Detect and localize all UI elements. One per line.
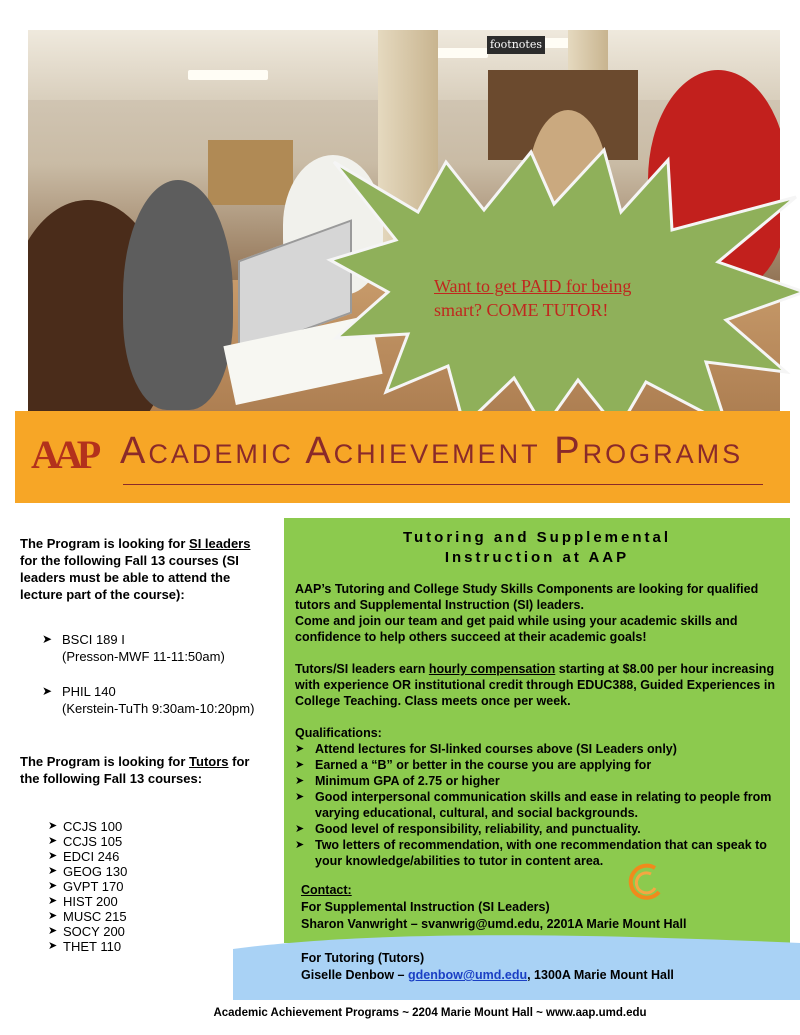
tutor-heading <box>20 753 265 787</box>
arrow-bullet-icon: ➤ <box>295 839 305 851</box>
arrow-bullet-icon: ➤ <box>48 880 58 892</box>
footnotes-sign: footnotes <box>487 36 545 54</box>
arrow-bullet-icon: ➤ <box>295 759 305 771</box>
compensation-prefix: Tutors/SI leaders earn <box>295 662 429 676</box>
list-item <box>48 864 265 879</box>
list-item <box>48 834 265 849</box>
aap-logo: AAP <box>31 432 96 477</box>
tutor-contact-label: For Tutoring (Tutors) <box>301 951 425 965</box>
list-item: ➤ Two letters of recommendation, with one recommendation that can speak to your knowledge/abilities to tutor in content area. <box>295 838 767 868</box>
compensation-link: hourly compensation <box>428 662 556 676</box>
arrow-bullet-icon: ➤ <box>48 925 58 937</box>
course-code: GVPT 170 <box>63 879 124 894</box>
tutor-heading-suffix: for the following Fall 13 courses: <box>20 754 250 786</box>
course-code: SOCY 200 <box>63 924 125 939</box>
banner-underline <box>123 484 763 485</box>
callout-line1-prefix: Want to get <box>434 276 522 296</box>
tutor-heading-link: Tutors <box>189 754 229 769</box>
list-item <box>48 909 265 924</box>
bulletin-board <box>208 140 293 205</box>
person <box>123 180 233 410</box>
tutor-course-list <box>48 819 265 954</box>
si-heading <box>20 535 265 603</box>
arrow-bullet-icon: ➤ <box>48 865 58 877</box>
list-item <box>48 819 265 834</box>
si-heading-prefix: The Program is looking for <box>20 536 190 551</box>
course-listing <box>20 535 265 954</box>
arrow-bullet-icon: ➤ <box>48 940 58 952</box>
intro-paragraph: AAP’s Tutoring and College Study Skills Components are looking for qualified tutors and Supplemental Instruction (SI) leaders. <box>295 582 759 612</box>
course-code: GEOG 130 <box>63 864 128 879</box>
arrow-bullet-icon: ➤ <box>48 895 58 907</box>
course-schedule: (Kerstein-TuTh 9:30am-10:20pm) <box>62 701 255 716</box>
tutor-contact <box>301 950 674 984</box>
tutor-contact-name: Giselle Denbow – <box>301 968 408 982</box>
ceiling-light <box>188 70 268 80</box>
arrow-bullet-icon: ➤ <box>295 775 305 787</box>
list-item: ➤ Good level of responsibility, reliability, and punctuality. <box>295 822 641 836</box>
panel-title-line1: Tutoring and Supplemental <box>402 529 672 546</box>
tutor-heading-prefix: The Program is looking for <box>20 754 190 769</box>
program-banner <box>15 411 790 503</box>
arrow-bullet-icon: ➤ <box>48 835 58 847</box>
list-item <box>48 894 265 909</box>
course-code: HIST 200 <box>63 894 118 909</box>
course-code: CCJS 100 <box>63 819 123 834</box>
si-course-list <box>42 631 265 717</box>
compensation-paragraph <box>295 661 775 709</box>
banner-title: Academic Achievement Programs <box>120 430 744 472</box>
arrow-bullet-icon: ➤ <box>295 743 305 755</box>
list-item <box>48 849 265 864</box>
course-code: THET 110 <box>63 939 122 954</box>
course-code: MUSC 215 <box>63 909 127 924</box>
arrow-bullet-icon: ➤ <box>48 820 58 832</box>
si-contact <box>301 882 686 933</box>
list-item <box>42 683 265 717</box>
course-code: CCJS 105 <box>63 834 123 849</box>
list-item: ➤ Attend lectures for SI-linked courses above (SI Leaders only) <box>295 742 677 756</box>
join-paragraph: Come and join our team and get paid while using your academic skills and confidence to help others succeed at their academic goals! <box>295 614 738 644</box>
arrow-bullet-icon: ➤ <box>295 823 305 835</box>
arrow-bullet-icon: ➤ <box>48 850 58 862</box>
list-item: ➤ Good interpersonal communication skills and ease in relating to people from varying educational, cultural, and social backgrounds. <box>295 790 772 820</box>
si-heading-suffix: for the following Fall 13 courses (SI leaders must be able to attend the lecture part of the course): <box>20 553 239 602</box>
callout-line1-suffix: for being <box>561 276 632 296</box>
arrow-bullet-icon: ➤ <box>48 910 58 922</box>
qualifications-heading: Qualifications: <box>295 726 382 740</box>
course-schedule: (Presson-MWF 11-11:50am) <box>62 649 225 664</box>
list-item: ➤ Earned a “B” or better in the course you are applying for <box>295 758 652 772</box>
si-contact-label: For Supplemental Instruction (SI Leaders) <box>301 900 550 914</box>
si-contact-person: Sharon Vanwright – svanwrig@umd.edu, 2201A Marie Mount Hall <box>301 917 687 931</box>
compensation-suffix: starting at $8.00 per hour increasing with experience OR institutional credit through EDUC388, Guided Experiences in College Teaching. Class meets once per week. <box>295 662 775 708</box>
si-heading-link: SI leaders <box>189 536 251 551</box>
panel-title-line2: Instruction at AAP <box>444 549 630 566</box>
course-code: BSCI 189 I <box>62 632 125 647</box>
arrow-bullet-icon: ➤ <box>42 684 53 698</box>
footer-address: Academic Achievement Programs ~ 2204 Marie Mount Hall ~ www.aap.umd.edu <box>213 1007 647 1019</box>
contact-heading: Contact: <box>301 883 352 897</box>
tutor-callout-text <box>434 274 704 322</box>
arrow-bullet-icon: ➤ <box>295 791 305 803</box>
list-item <box>48 879 265 894</box>
panel-body <box>295 581 775 869</box>
arrow-bullet-icon: ➤ <box>42 632 53 646</box>
qualifications-list <box>295 741 775 869</box>
panel-title <box>284 528 790 568</box>
list-item <box>42 631 265 665</box>
callout-paid: PAID <box>521 276 562 296</box>
course-code: PHIL 140 <box>62 684 116 699</box>
info-panel <box>284 518 790 943</box>
tutor-email-link[interactable]: gdenbow@umd.edu <box>407 968 528 982</box>
course-code: EDCI 246 <box>63 849 120 864</box>
tutor-contact-office: , 1300A Marie Mount Hall <box>527 968 674 982</box>
list-item: ➤ Minimum GPA of 2.75 or higher <box>295 774 500 788</box>
callout-line2: smart? COME TUTOR! <box>434 300 609 320</box>
